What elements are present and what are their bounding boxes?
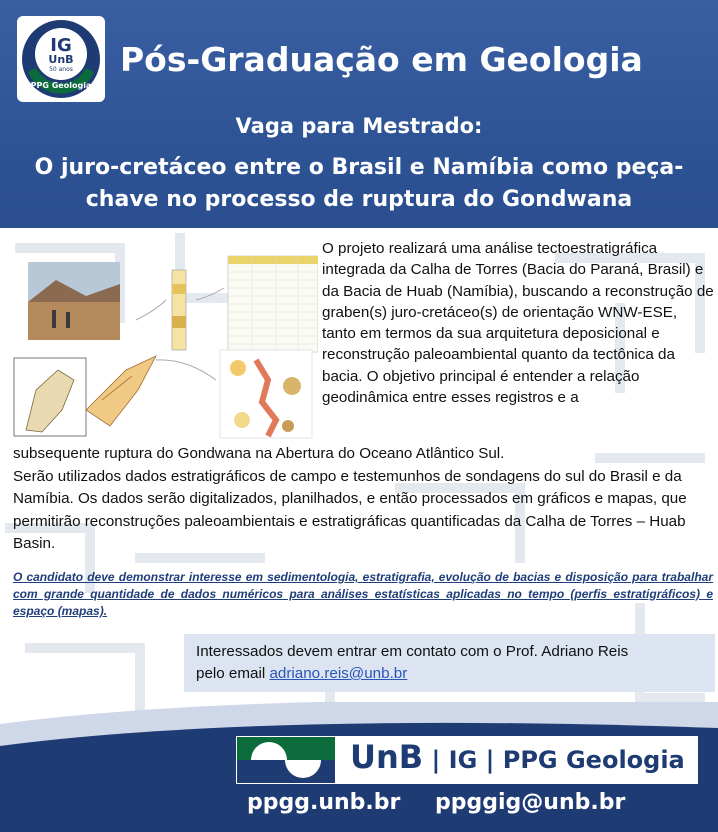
contact-email-link[interactable]: adriano.reis@unb.br — [269, 665, 408, 682]
logo-anos-text: 50 anos — [49, 66, 73, 73]
logo-ig-text: IG — [50, 35, 72, 56]
page-title: Pós-Graduação em Geologia — [120, 40, 643, 79]
logo-unb-text: UnB — [48, 53, 74, 66]
footer-email[interactable]: ppggig@unb.br — [435, 790, 626, 815]
contact-line-1: Interessados devem entrar em contato com o Prof. Adriano Reis — [196, 643, 629, 660]
contact-box — [184, 634, 715, 692]
project-title-line-1: O juro-cretáceo entre o Brasil e Namíbia como peça- — [34, 155, 684, 180]
project-title-line-2: chave no processo de ruptura do Gondwana — [85, 187, 633, 212]
logo-ring-text: PPG Geologia — [30, 81, 92, 90]
contact-prefix: pelo email — [196, 665, 270, 682]
vaga-subtitle: Vaga para Mestrado: — [235, 114, 483, 138]
footer-brand-rest: | IG | PPG Geologia — [423, 746, 685, 774]
description-bottom-line-1: subsequente ruptura do Gondwana na Abertura do Oceano Atlântico Sul. — [13, 445, 505, 462]
description-bottom-paragraph-2: Serão utilizados dados estratigráficos de campo e testemunhos de sondagens do sul do Brasil e da Namíbia. Os dados serão digitalizados, planilhados, e então processados em gráficos e mapas, que permitirão reconstruções paleoambientais e estratigráficas quantificadas da Calha de Torres – Huab Basin. — [13, 467, 687, 553]
unb-logo-icon — [237, 737, 335, 783]
footer-brand — [350, 738, 685, 776]
content-area — [0, 228, 718, 832]
footer-site-url[interactable]: ppgg.unb.br — [247, 790, 401, 815]
footer-brand-unb: UnB — [350, 738, 424, 776]
header-banner — [0, 0, 718, 228]
ig-unb-logo — [17, 16, 105, 102]
ig-unb-logo-icon — [20, 18, 102, 100]
figure-collage-image — [6, 240, 318, 440]
figure-collage — [6, 240, 318, 440]
candidate-requirements: O candidato deve demonstrar interesse em sedimentologia, estratigrafia, evolução de bacias e disposição para trabalhar com grande quantidade de dados numéricos para análises estatísticas aplicadas no tempo (perfis estratigráficos) e espaço (mapas). — [13, 570, 713, 618]
description-top: O projeto realizará uma análise tectoestratigráfica integrada da Calha de Torres (Bacia do Paraná, Brasil) e da Bacia de Huab (Namíbia), buscando a reconstrução de graben(s) juro-cretáceo(s) de orientação WNW-ESE, tanto em termos da sua arquitetura deposicional e reconstrução paleoambiental quanto da tectônica da bacia. O objetivo principal é entender a relação geodinâmica entre esses registros e a — [322, 240, 714, 407]
description-bottom — [13, 443, 713, 556]
project-title — [0, 152, 718, 216]
contact-line-2 — [196, 663, 703, 685]
